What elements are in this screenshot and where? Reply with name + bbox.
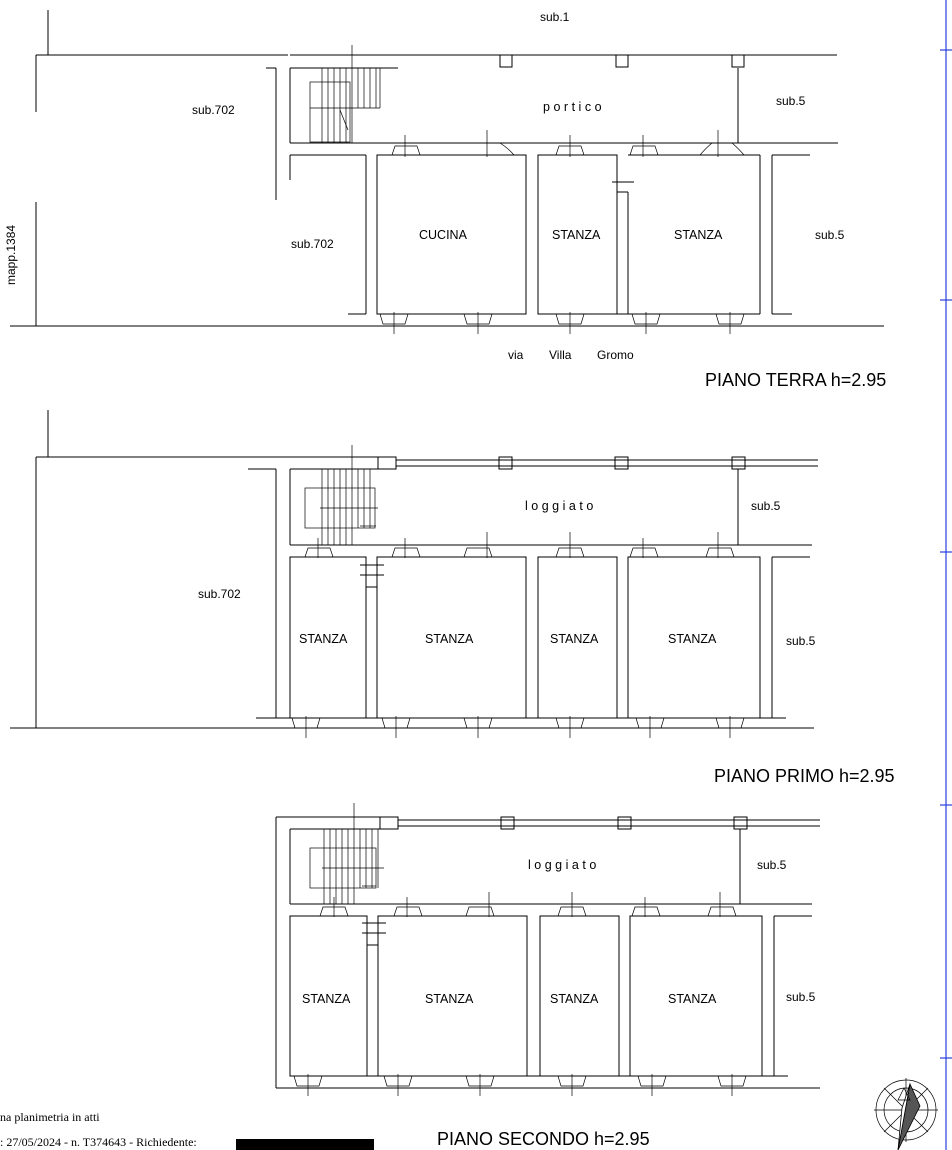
stair-second [310,803,384,904]
label-sub5-ground-upper: sub.5 [776,94,806,108]
label-sub5-second-lower: sub.5 [786,990,816,1004]
margin-ruler [940,0,952,1150]
footer-line-1: na planimetria in atti [0,1110,100,1124]
label-sub702-ground-center: sub.702 [291,237,334,251]
label-sub5-first-lower: sub.5 [786,634,816,648]
label-stanza-ground-2: STANZA [674,228,723,242]
label-sub5-second-upper: sub.5 [757,858,787,872]
ground-floor-plan [4,10,886,390]
label-stanza-first-1: STANZA [299,632,348,646]
second-floor-plan [276,803,820,1149]
label-stanza-second-1: STANZA [302,992,351,1006]
title-first-floor: PIANO PRIMO h=2.95 [714,766,895,786]
title-second-floor: PIANO SECONDO h=2.95 [437,1129,650,1149]
label-stanza-second-2: STANZA [425,992,474,1006]
stair-first [305,445,378,545]
label-stanza-second-3: STANZA [550,992,599,1006]
label-mapp: mapp.1384 [4,224,18,285]
label-stanza-first-2: STANZA [425,632,474,646]
label-sub5-ground-lower: sub.5 [815,228,845,242]
label-stanza-first-4: STANZA [668,632,717,646]
label-cucina: CUCINA [419,228,467,242]
label-sub702-ground-left: sub.702 [192,103,235,117]
label-stanza-second-4: STANZA [668,992,717,1006]
label-street-villa: Villa [549,348,572,362]
label-street-via: via [508,348,524,362]
redaction-box [236,1139,374,1150]
label-stanza-ground-1: STANZA [552,228,601,242]
label-street-gromo: Gromo [597,348,634,362]
label-portico: portico [543,100,606,114]
label-stanza-first-3: STANZA [550,632,599,646]
stair-ground [310,45,380,143]
title-ground-floor: PIANO TERRA h=2.95 [705,370,887,390]
footer-line-2: : 27/05/2024 - n. T374643 - Richiedente: [0,1135,197,1149]
label-sub702-first: sub.702 [198,587,241,601]
label-loggiato-second: loggiato [528,858,600,872]
label-sub5-first-upper: sub.5 [751,499,781,513]
label-loggiato-first: loggiato [525,499,597,513]
north-arrow-icon [874,1078,938,1150]
first-floor-plan [10,410,895,786]
label-sub1: sub.1 [540,10,570,24]
